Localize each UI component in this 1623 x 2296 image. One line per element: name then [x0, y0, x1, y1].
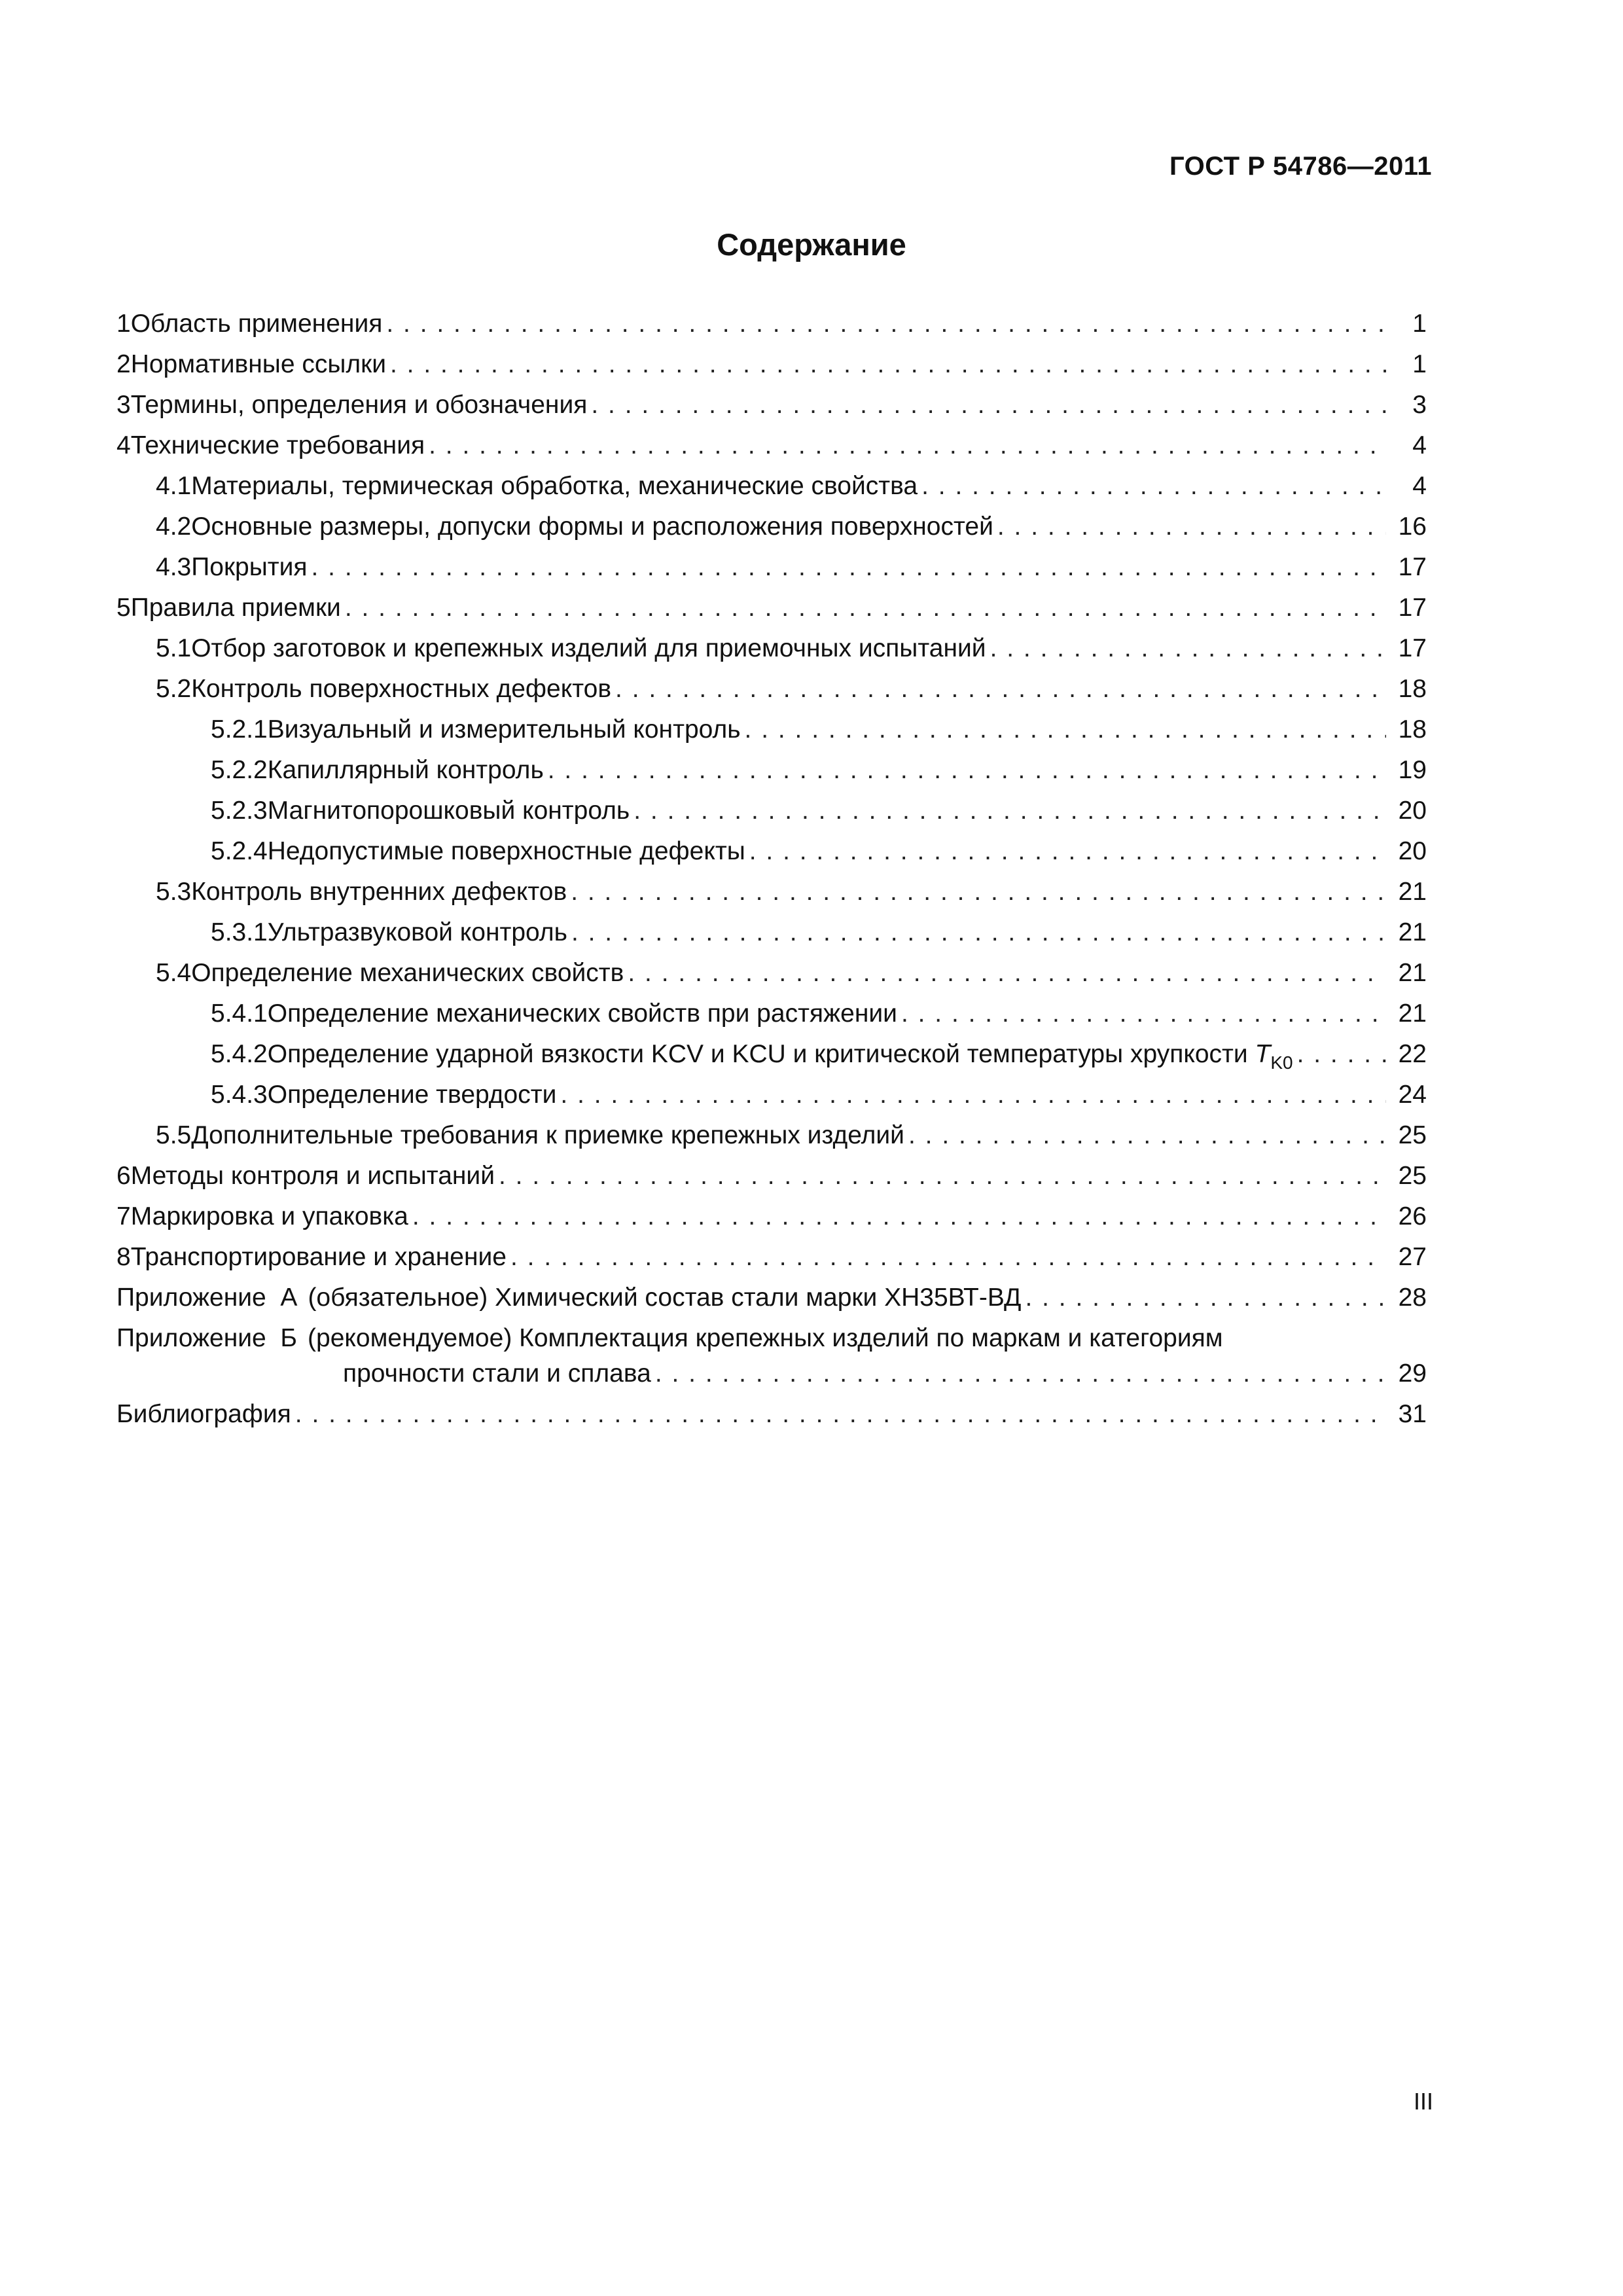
toc-entry[interactable]: [116, 507, 1427, 547]
dot-leader: [510, 1237, 1386, 1278]
toc-entry[interactable]: [116, 831, 1427, 872]
toc-entry-number: 5.4.3: [211, 1081, 268, 1109]
toc-entry-title-continuation: прочности стали и сплава: [343, 1359, 651, 1388]
toc-entry-title: Капиллярный контроль: [267, 756, 544, 784]
toc-entry-title: Маркировка и упаковка: [130, 1202, 408, 1230]
dot-leader: [571, 872, 1386, 912]
dot-leader: [749, 831, 1386, 872]
toc-entry[interactable]: [116, 709, 1427, 750]
toc-entry-number: 5.3: [156, 878, 192, 906]
dot-leader: [1297, 1034, 1386, 1075]
dot-leader: [499, 1156, 1386, 1196]
toc-entry-title: Магнитопорошковый контроль: [267, 797, 630, 825]
toc-entry[interactable]: [116, 791, 1427, 831]
toc-entry-title: Отбор заготовок и крепежных изделий для приемочных испытаний: [191, 634, 986, 662]
toc-entry-title: Правила приемки: [130, 594, 341, 622]
toc-entry-appendix-b[interactable]: [116, 1318, 1427, 1354]
dot-leader: [633, 791, 1386, 831]
dot-leader: [560, 1075, 1386, 1115]
toc-entry-bibliography[interactable]: [116, 1394, 1427, 1435]
toc-entry-title: Покрытия: [191, 553, 308, 581]
toc-entry[interactable]: [116, 1075, 1427, 1115]
dot-leader: [345, 588, 1386, 628]
toc-entry-number: 5.3.1: [211, 918, 268, 946]
toc-entry-title: Материалы, термическая обработка, механические свойства: [191, 472, 918, 500]
toc-entry-appendix-b-continuation[interactable]: [116, 1354, 1427, 1394]
toc-entry-title: Определение ударной вязкости KCV и KCU и критической температуры хрупкости: [267, 1040, 1248, 1068]
toc-entry[interactable]: [116, 1115, 1427, 1156]
toc-entry-title: Основные размеры, допуски формы и расположения поверхностей: [191, 512, 993, 541]
toc-entry-page: 28: [1398, 1283, 1427, 1312]
toc-entry-page: 4: [1412, 472, 1427, 500]
toc-entry-number: 6: [116, 1162, 131, 1190]
toc-entry[interactable]: [116, 1034, 1427, 1075]
toc-entry-page: 25: [1398, 1121, 1427, 1149]
toc-entry[interactable]: [116, 466, 1427, 507]
dot-leader: [390, 344, 1386, 385]
toc-entry-title: Область применения: [130, 310, 383, 338]
toc-entry-title: Термины, определения и обозначения: [130, 391, 588, 419]
toc-entry-page: 27: [1398, 1243, 1427, 1271]
temperature-symbol: T: [1255, 1040, 1271, 1068]
document-code: ГОСТ Р 54786—2011: [1169, 152, 1432, 181]
toc-entry-page: 20: [1398, 837, 1427, 865]
toc-entry-number: 4.1: [156, 472, 192, 500]
toc-entry-title: Определение механических свойств: [191, 959, 624, 987]
toc-entry-title: Визуальный и измерительный контроль: [267, 715, 741, 744]
toc-entry-title: Библиография: [116, 1400, 291, 1428]
toc-entry-number: 5: [116, 594, 131, 622]
toc-entry-number: 5.2: [156, 675, 192, 703]
dot-leader: [921, 466, 1386, 507]
dot-leader: [628, 953, 1386, 994]
dot-leader: [571, 912, 1386, 953]
toc-title: Содержание: [717, 227, 906, 262]
toc-entry-number: 4.3: [156, 553, 192, 581]
toc-entry[interactable]: [116, 1156, 1427, 1196]
toc-entry-page: 22: [1398, 1040, 1427, 1068]
toc-entry-page: 21: [1398, 999, 1427, 1028]
toc-entry-title: Транспортирование и хранение: [130, 1243, 507, 1271]
toc-entry[interactable]: [116, 385, 1427, 425]
table-of-contents: [116, 304, 1427, 1435]
toc-entry-page: 1: [1412, 310, 1427, 338]
dot-leader: [429, 425, 1386, 466]
toc-entry-title: Методы контроля и испытаний: [130, 1162, 495, 1190]
toc-entry-page: 17: [1398, 594, 1427, 622]
toc-entry-title: (обязательное) Химический состав стали марки ХН35ВТ-ВД: [308, 1283, 1022, 1312]
toc-entry-page: 26: [1398, 1202, 1427, 1230]
toc-entry[interactable]: [116, 994, 1427, 1034]
toc-entry-number: Приложение А: [116, 1283, 298, 1312]
toc-entry-page: 16: [1398, 512, 1427, 541]
toc-entry-page: 21: [1398, 959, 1427, 987]
dot-leader: [908, 1115, 1386, 1156]
toc-entry[interactable]: [116, 750, 1427, 791]
toc-entry-page: 4: [1412, 431, 1427, 459]
toc-entry[interactable]: [116, 669, 1427, 709]
toc-entry[interactable]: [116, 628, 1427, 669]
dot-leader: [990, 628, 1386, 669]
dot-leader: [901, 994, 1386, 1034]
toc-entry-number: 5.1: [156, 634, 192, 662]
dot-leader: [548, 750, 1386, 791]
page-number: III: [1413, 2088, 1433, 2115]
toc-entry-title: Контроль внутренних дефектов: [191, 878, 567, 906]
toc-entry[interactable]: [116, 304, 1427, 344]
toc-entry-page: 24: [1398, 1081, 1427, 1109]
toc-entry[interactable]: [116, 547, 1427, 588]
toc-entry-title: Ультразвуковой контроль: [267, 918, 567, 946]
toc-entry[interactable]: [116, 953, 1427, 994]
toc-entry-page: 21: [1398, 918, 1427, 946]
dot-leader: [1025, 1278, 1386, 1318]
toc-entry-page: 20: [1398, 797, 1427, 825]
toc-entry-title: Определение механических свойств при растяжении: [267, 999, 897, 1028]
toc-entry-number: 7: [116, 1202, 131, 1230]
toc-entry-number: 8: [116, 1243, 131, 1271]
toc-entry-page: 21: [1398, 878, 1427, 906]
toc-entry-number: 5.2.4: [211, 837, 268, 865]
toc-entry-number: 5.4: [156, 959, 192, 987]
dot-leader: [655, 1354, 1386, 1394]
toc-entry[interactable]: [116, 588, 1427, 628]
dot-leader: [412, 1196, 1386, 1237]
toc-entry-page: 17: [1398, 634, 1427, 662]
toc-entry-title: Дополнительные требования к приемке крепежных изделий: [191, 1121, 904, 1149]
toc-entry-page: 25: [1398, 1162, 1427, 1190]
toc-entry-number: 4: [116, 431, 131, 459]
toc-entry-title: (рекомендуемое) Комплектация крепежных изделий по маркам и категориям: [308, 1324, 1223, 1352]
dot-leader: [745, 709, 1386, 750]
toc-entry-number: 5.4.1: [211, 999, 268, 1028]
toc-entry-number: 4.2: [156, 512, 192, 541]
toc-entry[interactable]: [116, 1237, 1427, 1278]
toc-entry-title: Нормативные ссылки: [130, 350, 386, 378]
toc-entry-title: Технические требования: [130, 431, 425, 459]
dot-leader: [312, 547, 1387, 588]
dot-leader: [386, 304, 1386, 344]
dot-leader: [591, 385, 1386, 425]
toc-entry-page: 1: [1412, 350, 1427, 378]
toc-entry-page: 3: [1412, 391, 1427, 419]
toc-entry-number: Приложение Б: [116, 1324, 298, 1352]
toc-entry-number: 5.2.3: [211, 797, 268, 825]
toc-entry[interactable]: [116, 425, 1427, 466]
toc-entry[interactable]: [116, 1196, 1427, 1237]
toc-entry-number: 3: [116, 391, 131, 419]
toc-entry-page: 19: [1398, 756, 1427, 784]
toc-entry-number: 5.2.1: [211, 715, 268, 744]
dot-leader: [295, 1394, 1386, 1435]
toc-entry-page: 29: [1398, 1359, 1427, 1388]
toc-entry-number: 5.2.2: [211, 756, 268, 784]
temperature-symbol-subscript: K0: [1270, 1052, 1293, 1073]
toc-entry-title: Определение твердости: [267, 1081, 557, 1109]
toc-entry-page: 18: [1398, 715, 1427, 744]
dot-leader: [615, 669, 1386, 709]
toc-entry-page: 18: [1398, 675, 1427, 703]
dot-leader: [997, 507, 1386, 547]
toc-entry[interactable]: [116, 344, 1427, 385]
toc-entry-number: 2: [116, 350, 131, 378]
toc-entry-number: 5.4.2: [211, 1040, 268, 1068]
toc-entry-appendix-a[interactable]: [116, 1278, 1427, 1318]
toc-entry[interactable]: [116, 872, 1427, 912]
toc-entry-title: Недопустимые поверхностные дефекты: [267, 837, 745, 865]
toc-entry-number: 1: [116, 310, 131, 338]
toc-entry-title-symbol: [1248, 1034, 1293, 1077]
toc-entry-page: 17: [1398, 553, 1427, 581]
toc-entry-page: 31: [1398, 1400, 1427, 1428]
toc-entry-title: Контроль поверхностных дефектов: [191, 675, 612, 703]
toc-entry-number: 5.5: [156, 1121, 192, 1149]
toc-entry[interactable]: [116, 912, 1427, 953]
